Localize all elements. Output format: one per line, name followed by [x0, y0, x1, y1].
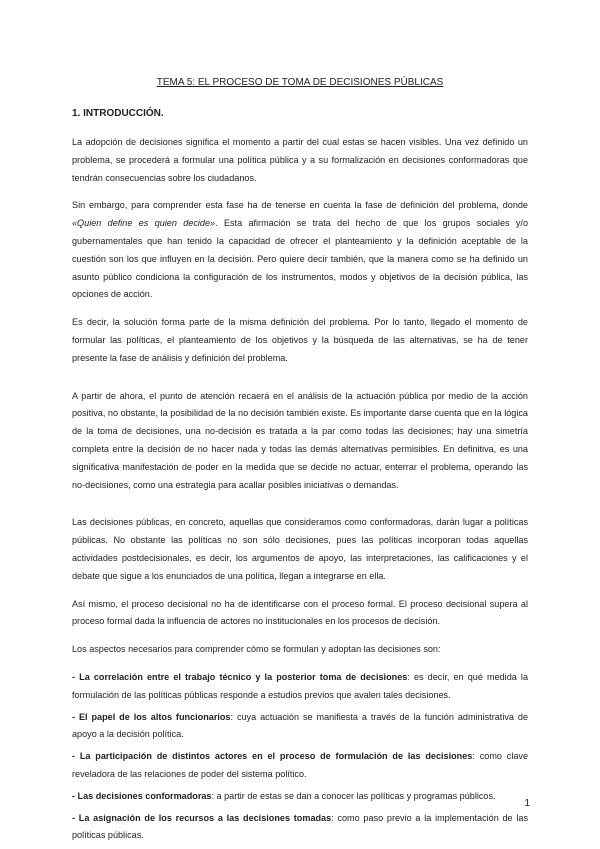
section-heading: 1. INTRODUCCIÓN.: [72, 108, 164, 119]
paragraph-2: [72, 197, 528, 304]
document-body: [72, 134, 528, 849]
bullet-text: : a partir de estas se dan a conocer las políticas y programas públicos.: [211, 790, 496, 801]
bullet-text: : como paso previo a la implementación de las políticas públicas.: [72, 812, 528, 841]
bullet-bold: - La participación de distintos actores en el proceso de formulación de las decisiones: [72, 751, 473, 762]
bullet-item: [72, 669, 528, 705]
paragraph-2-end: . Esta afirmación se trata del hecho de que los grupos sociales y/o gubernamentales que han tenido la capacidad de ofrecer el planteamiento y la definición aceptable de la cuestión son los que influyen en la decisión. Pero quiere decir también, que la manera como se ha definido un asunto público condiciona la configuración de los instrumentos, modos y objetivos de la decisión pública, las opciones de acción.: [72, 218, 529, 300]
paragraph-3: Es decir, la solución forma parte de la misma definición del problema. Por lo tanto, llegado el momento de formular las políticas, el planteamiento de los objetivos y la búsqueda de las alternativas, se ha de tener presente la fase de análisis y definición del problema.: [72, 317, 528, 363]
bullet-text: : es decir, en qué medida la formulación de las políticas públicas responde a estudios previos que avalen tales decisiones.: [72, 671, 529, 700]
page-number: 1: [524, 798, 530, 809]
bullet-bold: - Las decisiones conformadoras: [72, 790, 212, 801]
paragraph-4: A partir de ahora, el punto de atención recaerá en el análisis de la actuación pública por medio de la acción positiva, no obstante, la posibilidad de la no decisión también existe. Es importante darse cuenta que en la lógica de la toma de decisiones, una no-decisión es tratada a la par como todas las decisiones; hay una simetría completa entre la decisión de no hacer nada y todas las demás alternativas permisibles. En definitiva, es una significativa manifestación de poder en la medida que se decide no actuar, enterrar el problema, operando las no-decisiones, como una estrategia para acallar posibles iniciativas o demandas.: [72, 390, 528, 490]
paragraph-5: Las decisiones públicas, en concreto, aquellas que consideramos como conformadoras, darán lugar a políticas públicas. No obstante las políticas no son sólo decisiones, pues las políticas incorporan todas aquellas actividades postdecisionales, es decir, los argumentos de apoyo, las interpretaciones, las calificaciones y el debate que sigue a los enunciados de una política, llegan a integrarse en ella.: [72, 517, 528, 581]
bullet-text: : cuya actuación se manifiesta a través de la función administrativa de apoyo a la decisión política.: [72, 711, 528, 740]
paragraph-7: Los aspectos necesarios para comprender cómo se formulan y adoptan las decisiones son:: [72, 644, 441, 655]
bullet-bold: - La correlación entre el trabajo técnico y la posterior toma de decisiones: [72, 671, 408, 682]
paragraph-6: Así mismo, el proceso decisional no ha de identificarse con el proceso formal. El proceso decisional supera al proceso formal dada la influencia de actores no institucionales en los procesos de decisión.: [72, 598, 528, 627]
bullet-item: [72, 709, 528, 745]
paragraph-2-quote: «Quien define es quien decide»: [72, 218, 216, 229]
document-title: TEMA 5: EL PROCESO DE TOMA DE DECISIONES PÚBLICAS: [156, 77, 444, 88]
bullet-item: [72, 748, 528, 784]
bullet-item: [72, 788, 528, 806]
bullet-bold: - La asignación de los recursos a las decisiones tomadas: [72, 812, 332, 823]
bullet-text: : como clave reveladora de las relaciones de poder del sistema político.: [72, 751, 529, 779]
paragraph-1: La adopción de decisiones significa el momento a partir del cual estas se hacen visibles. Una vez definido un problema, se procederá a formular una política pública y a su formalización en decisiones conformadoras que tendrán consecuencias sobre los ciudadanos.: [72, 137, 528, 183]
paragraph-2-start: Sin embargo, para comprender esta fase ha de tenerse en cuenta la fase de definición del problema, donde: [72, 200, 528, 211]
bullet-bold: - El papel de los altos funcionarios: [72, 711, 231, 722]
bullet-item: [72, 810, 528, 846]
